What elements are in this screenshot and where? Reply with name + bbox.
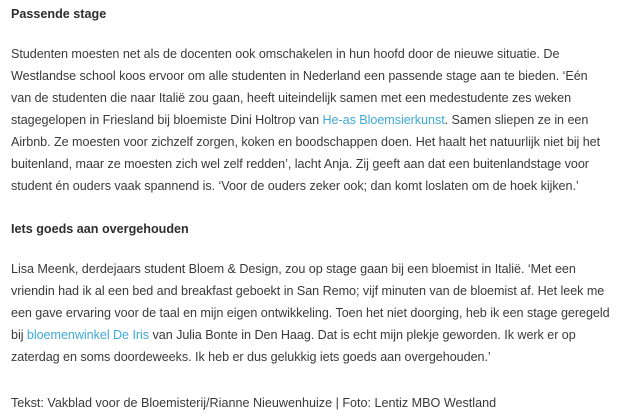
paragraph-text: van Julia Bonte in Den Haag. Dat is echt mijn plekje geworden. Ik werk er op zaterdag en soms doordeweeks. Ik heb er dus gelukkig iets goeds aan overgehouden.’ bbox=[11, 328, 576, 364]
link-he-as-bloemsierkunst[interactable]: He-as Bloemsierkunst bbox=[322, 113, 445, 127]
link-bloemenwinkel-de-iris[interactable]: bloemenwinkel De Iris bbox=[26, 328, 150, 342]
paragraph-iets-goeds bbox=[11, 258, 611, 368]
section-heading-passende-stage: Passende stage bbox=[11, 7, 107, 21]
paragraph-text: Studenten moesten net als de docenten ook omschakelen in hun hoofd door de nieuwe situatie. De Westlandse school koos ervoor om alle studenten in Nederland een passende stage aan te bieden. ‘Eén van de studenten die naar Italië zou gaan, heeft uiteindelijk samen met een medestudente zes weken stagegelopen in Friesland bij bloemiste Dini Holtrop van bbox=[11, 47, 588, 127]
paragraph-text: Lisa Meenk, derdejaars student Bloem & Design, zou op stage gaan bij een bloemist in Italië. ‘Met een vriendin had ik al een bed and breakfast geboekt in San Remo; vijf minuten van de bloemist af. Het leek me een gave ervaring voor de taal en mijn eigen ontwikkeling. Toen het niet doorging, heb ik een stage geregeld bij bbox=[11, 262, 610, 342]
photo-text-credit: Tekst: Vakblad voor de Bloemisterij/Rianne Nieuwenhuize | Foto: Lentiz MBO Westland bbox=[11, 396, 497, 410]
paragraph-text: . Samen sliepen ze in een Airbnb. Ze moesten voor zichzelf zorgen, koken en boodschappen doen. Het haalt het natuurlijk niet bij het buitenland, maar ze moesten zich wel zelf redden’, lacht Anja. Zij geeft aan dat een buitenlandstage voor student én ouders vaak spannend is. ‘Voor de ouders zeker ook; dan komt loslaten om de hoek kijken.’ bbox=[11, 113, 601, 193]
paragraph-passende-stage bbox=[11, 43, 611, 197]
section-heading-iets-goeds: Iets goeds aan overgehouden bbox=[11, 222, 189, 236]
